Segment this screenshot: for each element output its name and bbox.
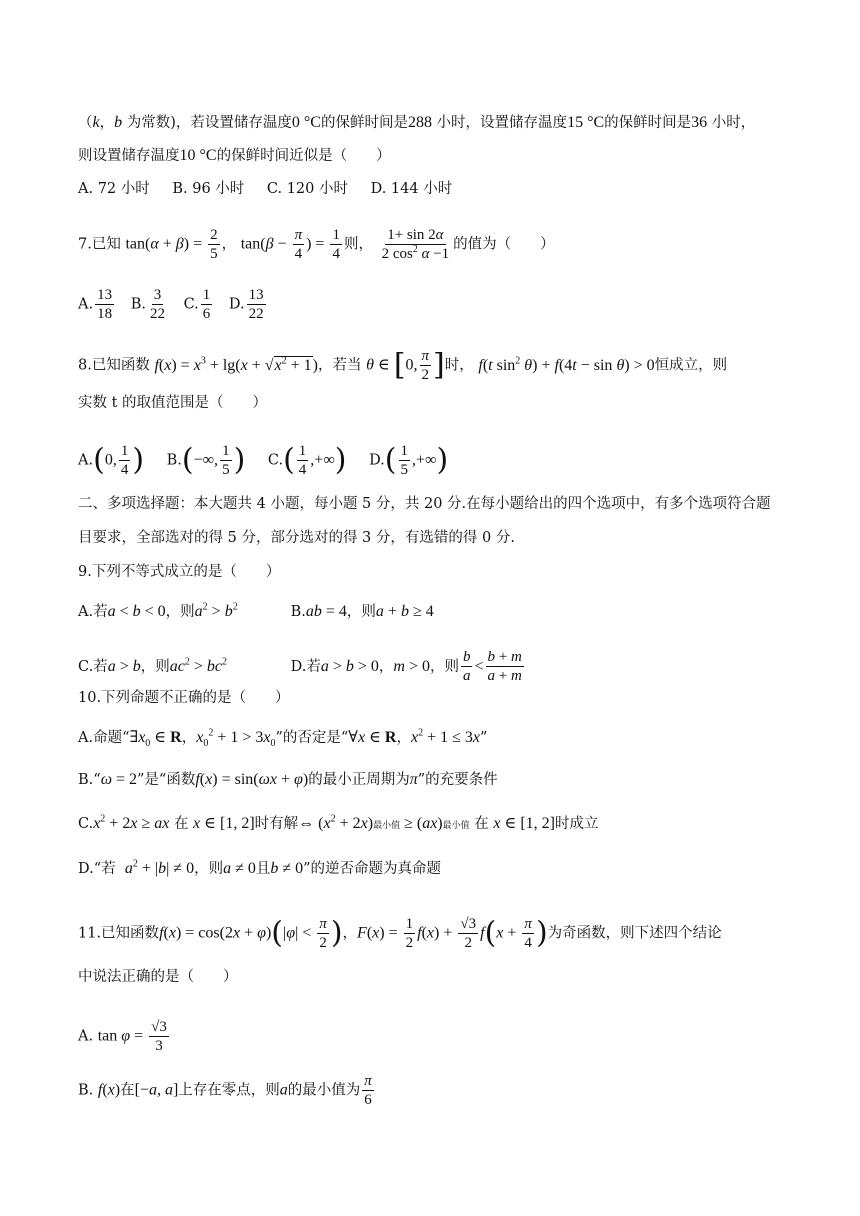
text: 则设置储存温度 xyxy=(78,148,180,164)
hours-36: 36 xyxy=(691,114,708,131)
text: 7.已知 xyxy=(78,236,121,253)
text: 则， xyxy=(343,236,373,253)
q9-option-d: D.若a > b > 0，m > 0，则 $\frac{b}{a}$ < $\frac{b + m}{a + m}$ xyxy=(290,649,522,684)
q10-stem: 10.下列命题不正确的是（ ） xyxy=(78,690,290,706)
q7-option-c: C. $\frac{1}{6}$ xyxy=(183,287,211,322)
q9-stem: 9.下列不等式成立的是（ ） xyxy=(78,564,281,580)
q9-option-a: A.若a < b < 0，则$a^2 > b^2$ xyxy=(78,601,238,620)
q6-stem-line2 xyxy=(78,146,391,166)
q9-row2 xyxy=(78,648,526,685)
q8-options xyxy=(78,442,466,479)
text: 的保鲜时间是 xyxy=(320,115,408,131)
q8-option-d: D.( $\frac{1}{5}$ ,+∞) xyxy=(369,442,449,478)
q6-option-a: A. 72 小时 xyxy=(78,181,150,197)
q9-option-b: B.ab = 4，则a + b ≥ 4 xyxy=(290,603,434,620)
q8-stem-line2: 实数 t 的取值范围是（ ） xyxy=(78,395,268,411)
q8-option-b: B.(−∞, $\frac{1}{5}$ ) xyxy=(166,442,246,478)
q7-option-b: B. $\frac{3}{22}$ xyxy=(130,287,165,322)
text: 的值为（ ） xyxy=(453,236,555,253)
q11-option-a: A. tan φ = $\frac{√3}{3}$ xyxy=(78,1019,167,1054)
q7-option-a: A. $\frac{13}{18}$ xyxy=(78,287,113,322)
text: 8.已知函数 xyxy=(78,357,150,374)
text: 为常数)，若设置储存温度 xyxy=(122,115,292,131)
text: 的保鲜时间近似是（ ） xyxy=(216,148,391,164)
hours-288: 288 xyxy=(407,114,432,131)
text: 时， xyxy=(444,357,474,374)
q7-stem: 7.已知 tan(α + β) = $\frac{2}{5}$ ， tan(β − $\frac{\pi}{4}$ ) = $\frac{1}{4}$ 则， $\frac{1+ \sin 2\alpha}{2 \cos^2 \alpha -1}$ 的值为（ ） xyxy=(78,227,555,262)
temp-15: 15 °C xyxy=(567,114,605,131)
text: 的保鲜时间是 xyxy=(604,115,692,131)
section2-heading-line1: 二、多项选择题：本大题共 4 小题，每小题 5 分，共 20 分.在每小题给出的四个选项中，有多个选项符合题 xyxy=(78,496,771,512)
var-k: k xyxy=(92,114,100,131)
q8-stem: 8.已知函数 $f(x) = x^3 + \lg(x + √x^2 + 1)$，若当 θ ∈ [0, $\frac{\pi}{2}$ ]时， f(t $\sin^2 \theta) + f(4t - \sin \theta) > 0$恒成立，则 xyxy=(78,347,728,383)
q9-row1 xyxy=(78,602,434,622)
q7-options xyxy=(78,286,286,323)
temp-10: 10 °C xyxy=(179,147,217,164)
q11-option-b: B. f(x)在[−a, a]上存在零点，则a的最小值为 $\frac{\pi}{6}$ xyxy=(78,1073,372,1108)
q9-option-c: C.若a > b，则$ac^2 > bc^2$ xyxy=(78,656,227,675)
subscript-min: 最小值 xyxy=(442,821,470,831)
text: 小时，设置储存温度 xyxy=(431,115,568,131)
var-b: b xyxy=(114,114,123,131)
text: （ xyxy=(78,115,93,131)
q11-stem: 11.已知函数f(x) = cos(2x + φ)(|φ| < $\frac{\pi}{2}$ )，F(x) = $\frac{1}{2}$ f(x) + $\frac{√3}{2}$ f(x + $\frac{\pi}{4}$ )为奇函数，则下述四个结论 xyxy=(78,915,722,951)
q6-option-b: B. 96 小时 xyxy=(172,181,245,197)
q6-option-d: D. 144 小时 xyxy=(370,181,453,197)
text: 恒成立，则 xyxy=(654,357,728,374)
q10-option-a: A.命题“$\exists x_0$ ∈ R，$x_0^2 + 1 > 3x_0$”的否定是“∀x ∈ R，$x^2 + 1 \le 3x$” xyxy=(78,727,488,750)
text: ，若当 xyxy=(318,357,362,374)
temp-0: 0 °C xyxy=(291,114,321,131)
q10-option-d: D.“若 $a^2 + |b| \ne 0$，则a ≠ 0且b ≠ 0”的逆否命题为真命题 xyxy=(78,858,442,877)
q11-stem-line2: 中说法正确的是（ ） xyxy=(78,969,238,985)
q8-option-a: A.(0, $\frac{1}{4}$ ) xyxy=(78,442,145,478)
q7-option-d: D. $\frac{13}{22}$ xyxy=(228,287,264,322)
q10-option-b: B.“ω = 2”是“函数f(x) = sin(ωx + φ)的最小正周期为π”的充要条件 xyxy=(78,771,498,788)
q6-option-c: C. 120 小时 xyxy=(266,181,348,197)
q10-option-c: $C.x^2 + 2x$ ≥ ax 在 x ∈ [1, 2]时有解⇔ $(x^2 + 2x)$最小值 ≥ (ax)最小值 在 x ∈ [1, 2]时成立 xyxy=(78,813,599,832)
q8-option-c: C.( $\frac{1}{4}$ ,+∞) xyxy=(267,442,347,478)
text: 小时， xyxy=(707,115,756,131)
text: ， xyxy=(99,115,115,131)
section2-heading-line2: 目要求，全部选对的得 5 分，部分选对的得 3 分，有选错的得 0 分. xyxy=(78,530,515,546)
text: ， xyxy=(221,236,237,253)
subscript-min: 最小值 xyxy=(373,821,401,831)
q6-stem-line1 xyxy=(78,113,755,133)
q6-options xyxy=(78,179,470,199)
